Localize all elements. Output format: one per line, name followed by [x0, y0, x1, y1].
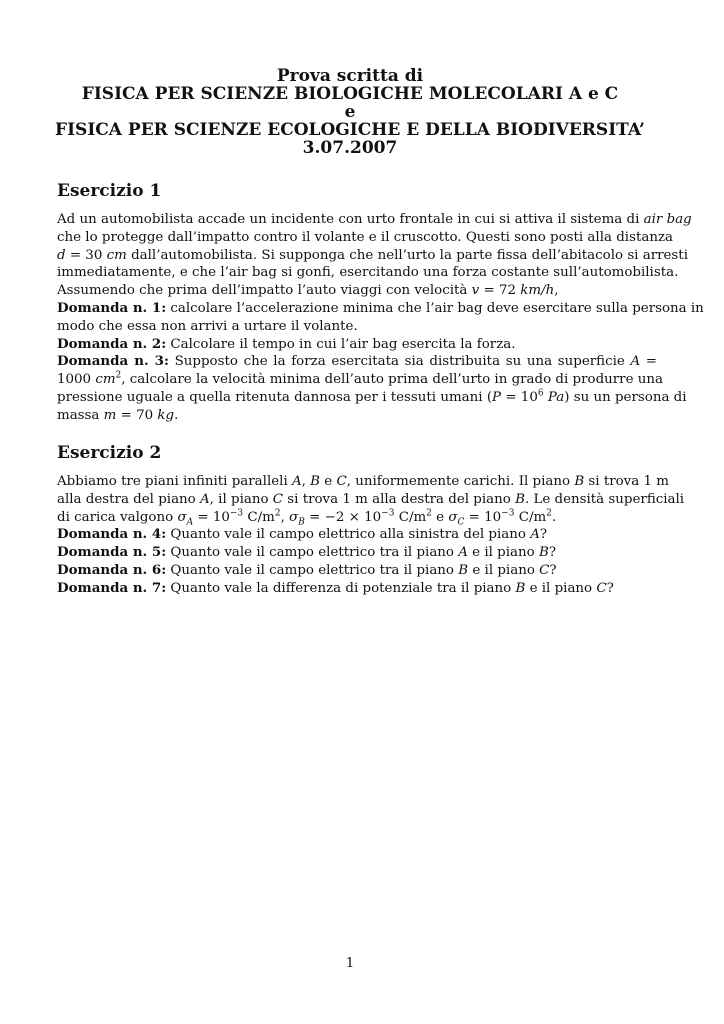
question-2: Domanda n. 2: Calcolare il tempo in cui l’air bag esercita la forza. — [57, 335, 516, 352]
text-line: di carica valgono $\sigma_A = 10^{-3}$ $C/m^2$, $\sigma_B = -2 \times 10^{-3}$ $C/m^2$ e $\sigma_C = 10^{-3}$ $C/m^2$. — [57, 508, 557, 528]
title-line-1: Prova scritta di — [276, 66, 424, 86]
title-line-4: FISICA PER SCIENZE ECOLOGICHE E DELLA BIODIVERSITA’ — [55, 120, 645, 140]
exercise-2-heading: Esercizio 2 — [57, 443, 162, 463]
question-3: Domanda n. 3: Supposto che la forza esercitata sia distribuita su una superficie A = — [57, 353, 657, 370]
text-line: Assumendo che prima dell’impatto l’auto viaggi con velocità v = 72 km/h, — [57, 283, 559, 299]
exam-date: 3.07.2007 — [302, 138, 398, 158]
exercise-1-text — [57, 211, 704, 425]
text-line: immediatamente, e che l’air bag si gonfi, esercitando una forza costante sull’automobilista. — [57, 265, 679, 281]
exercise-2-text — [57, 473, 685, 598]
question-6: Domanda n. 6: Quanto vale il campo elettrico tra il piano B e il piano C? — [57, 561, 557, 578]
text-line: Abbiamo tre piani infiniti paralleli A, B e C, uniformemente carichi. Il piano B si trova 1 m — [57, 474, 669, 489]
text-line: che lo protegge dall’impatto contro il volante e il cruscotto. Questi sono posti alla distanza — [57, 229, 673, 245]
text-line: pressione uguale a quella ritenuta dannosa per i tessuti umani ($P = 10^6$ Pa) su un persona di — [57, 388, 687, 405]
text-line: massa m = 70 kg. — [57, 407, 179, 423]
exam-title-block — [0, 67, 700, 157]
question-5: Domanda n. 5: Quanto vale il campo elettrico tra il piano A e il piano B? — [57, 544, 556, 561]
question-7: Domanda n. 7: Quanto vale la differenza di potenziale tra il piano B e il piano C? — [57, 579, 614, 596]
text-line: 1000 $cm^2$, calcolare la velocità minima dell’auto prima dell’urto in grado di produrre una — [57, 370, 663, 388]
text-line: Ad un automobilista accade un incidente con urto frontale in cui si attiva il sistema di air bag — [57, 212, 692, 227]
text-line: alla destra del piano A, il piano C si trova 1 m alla destra del piano B. Le densità superficiali — [57, 491, 685, 507]
text-line: modo che essa non arrivi a urtare il volante. — [57, 318, 358, 334]
question-4: Domanda n. 4: Quanto vale il campo elettrico alla sinistra del piano A? — [57, 526, 548, 543]
title-line-2: FISICA PER SCIENZE BIOLOGICHE MOLECOLARI A e C — [81, 84, 619, 104]
exercise-1-heading: Esercizio 1 — [57, 181, 162, 201]
title-line-3: e — [344, 102, 356, 122]
question-1: Domanda n. 1: calcolare l’accelerazione minima che l’air bag deve esercitare sulla persona in — [57, 299, 704, 316]
text-line: d = 30 cm dall’automobilista. Si supponga che nell’urto la parte fissa dell’abitacolo si arresti — [57, 247, 688, 263]
page-number: 1 — [345, 956, 355, 971]
